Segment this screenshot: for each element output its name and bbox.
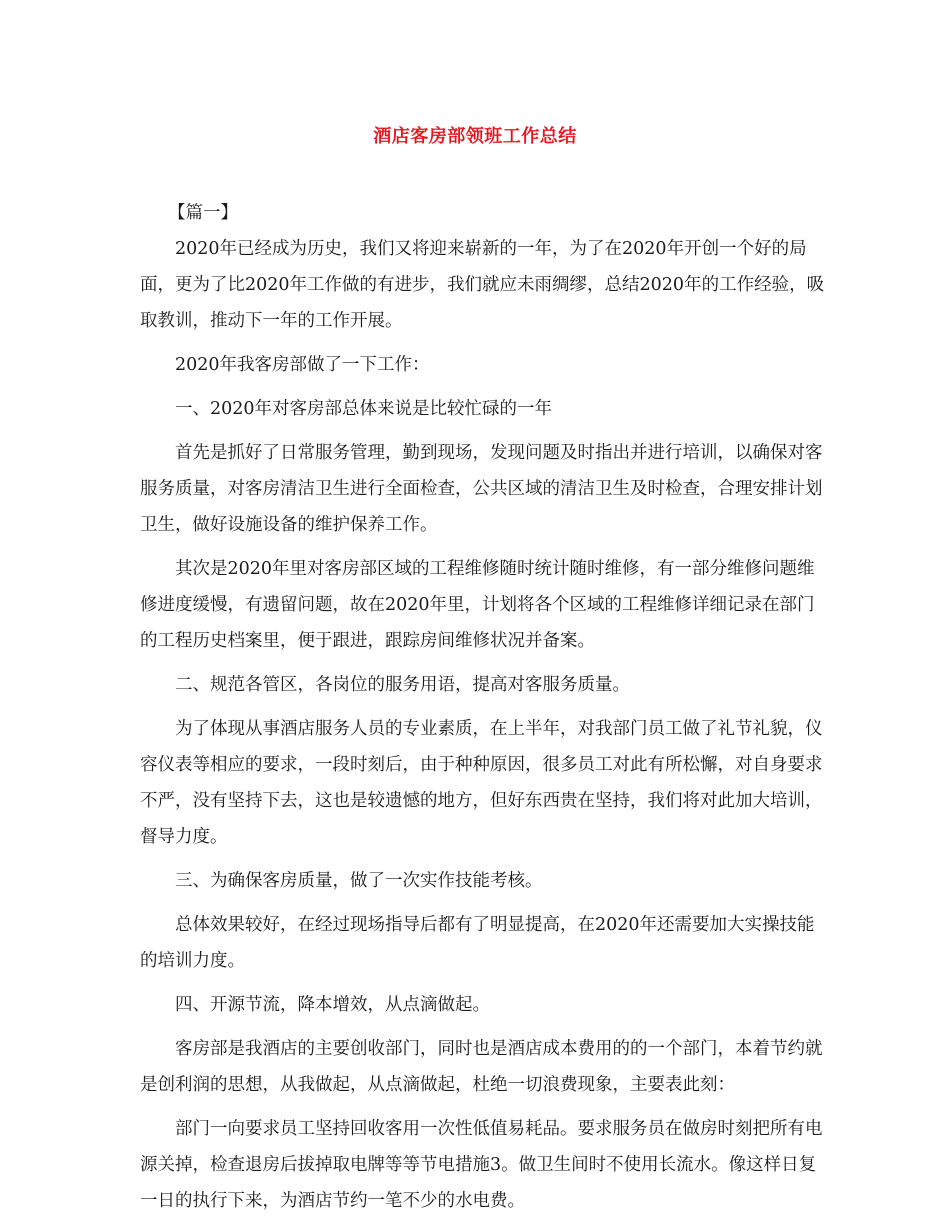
document-title: 酒店客房部领班工作总结 xyxy=(373,126,577,147)
paragraph-etiquette: 为了体现从事酒店服务人员的专业素质，在上半年，对我部门员工做了礼节礼貌，仪容仪表等相应的要求，一段时刻后，由于种种原因，很多员工对此有所松懈，对自身要求不严，没有坚持下去，这也是较遗憾的地方，但好东西贵在坚持，我们将对此加大培训，督导力度。 xyxy=(140,719,823,847)
paragraph-energy-saving: 部门一向要求员工坚持回收客用一次性低值易耗品。要求服务员在做房时刻把所有电源关掉，检查退房后拔掉取电牌等等节电措施3。做卫生间时不使用长流水。像这样日复一日的执行下来，为酒店节约一笔不少的水电费。 xyxy=(140,1119,823,1211)
document-body xyxy=(140,195,830,1227)
paragraph-work-intro: 2020年我客房部做了一下工作： xyxy=(175,355,430,375)
heading-three: 三、为确保客房质量，做了一次实作技能考核。 xyxy=(175,871,543,891)
paragraph-intro: 2020年已经成为历史，我们又将迎来崭新的一年，为了在2020年开创一个好的局面，更为了比2020年工作做的有进步，我们就应未雨绸缪，总结2020年的工作经验，吸取教训，推动下一年的工作开展。 xyxy=(140,239,825,331)
heading-four: 四、开源节流，降本增效，从点滴做起。 xyxy=(175,995,490,1015)
paragraph-service-management: 首先是抓好了日常服务管理，勤到现场，发现问题及时指出并进行培训，以确保对客服务质量，对客房清洁卫生进行全面检查，公共区域的清洁卫生及时检查，合理安排计划卫生，做好设施设备的维护保养工作。 xyxy=(140,443,823,535)
paragraph-skills: 总体效果较好，在经过现场指导后都有了明显提高，在2020年还需要加大实操技能的培训力度。 xyxy=(140,915,815,971)
paragraph-maintenance: 其次是2020年里对客房部区域的工程维修随时统计随时维修，有一部分维修问题维修进度缓慢，有遗留问题，故在2020年里，计划将各个区域的工程维修详细记录在部门的工程历史档案里，便于跟进，跟踪房间维修状况并备案。 xyxy=(140,559,815,651)
heading-one: 一、2020年对客房部总体来说是比较忙碌的一年 xyxy=(175,399,553,419)
paragraph-cost-saving: 客房部是我酒店的主要创收部门，同时也是酒店成本费用的的一个部门，本着节约就是创利润的思想，从我做起，从点滴做起，杜绝一切浪费现象，主要表此刻： xyxy=(140,1039,823,1095)
heading-two: 二、规范各管区，各岗位的服务用语，提高对客服务质量。 xyxy=(175,675,630,695)
section-label: 【篇一】 xyxy=(168,203,238,223)
